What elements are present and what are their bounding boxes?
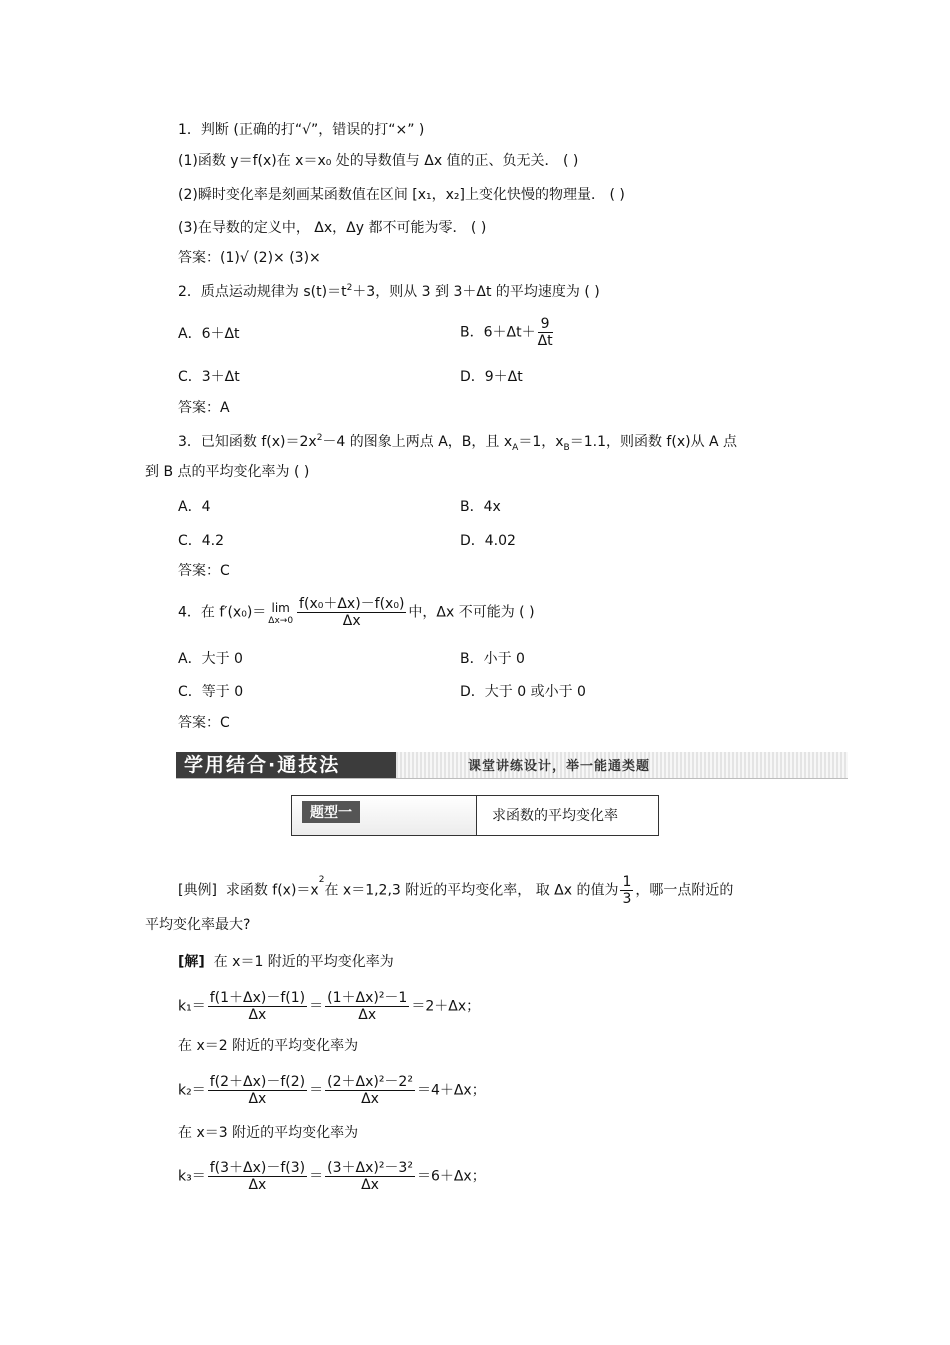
q2-option-d: D．9＋Δt — [460, 369, 523, 385]
q3-option-a: A．4 — [178, 499, 211, 515]
q1-item-3: (3)在导数的定义中， Δx，Δy 都不可能为零． ( ) — [178, 220, 487, 236]
question-type-tag: 题型一 — [292, 796, 477, 835]
q1-stem: 1．判断 (正确的打“√”，错误的打“×” ) — [178, 122, 425, 138]
q1-answer: 答案：(1)√ (2)× (3)× — [178, 250, 321, 266]
q3-answer: 答案：C — [178, 563, 230, 579]
q2-option-b-fraction: $\frac{9}{\Delta t}$ — [537, 316, 553, 349]
solution-intro-3: 在 x＝3 附近的平均变化率为 — [178, 1125, 359, 1141]
q2-option-a: A．6＋Δt — [178, 326, 240, 342]
q4-option-a: A．大于 0 — [178, 651, 243, 667]
solution-k1: k₁＝ $\frac{f(1+\Delta x)-f(1)}{\Delta x}$ ＝ $\frac{\text{(1＋Δx)²－1}}{\Delta x}$ ＝2＋Δx； — [178, 990, 481, 1023]
q4-option-d: D．大于 0 或小于 0 — [460, 684, 586, 700]
q2-option-c: C．3＋Δt — [178, 369, 240, 385]
solution-k3: k₃＝ $\frac{f(3+\Delta x)-f(3)}{\Delta x}$ ＝ $\frac{\text{(3＋Δx)²－3²}}{\Delta x}$ ＝6＋Δx； — [178, 1160, 486, 1193]
question-type-title: 求函数的平均变化率 — [492, 808, 618, 824]
example-fraction: $\frac{1}{3}$ — [622, 874, 632, 907]
q4-limit: lim Δx→0 — [268, 600, 294, 626]
section-banner — [176, 752, 848, 779]
q4-fraction: $\frac{\text{f(x₀＋Δx)－f(x₀)}}{\Delta x}$ — [299, 596, 405, 629]
q3-option-b: B．4x — [460, 499, 501, 515]
question-type-box — [291, 795, 659, 836]
q3-stem-line2: 到 B 点的平均变化率为 ( ) — [145, 464, 310, 480]
q3-stem: 3．已知函数 $f(x)=2x^2-4$ 的图象上两点 A，B，且 $x_A=1$，$x_B=1.1$，则函数 f(x)从 A 点 — [178, 433, 738, 453]
solution-intro-1: [解] 在 x＝1 附近的平均变化率为 — [178, 954, 394, 970]
q2-answer: 答案：A — [178, 400, 230, 416]
q1-item-1: (1)函数 y＝f(x)在 x＝x₀ 处的导数值与 Δx 值的正、负无关． ( ) — [178, 153, 579, 169]
solution-k2: k₂＝ $\frac{f(2+\Delta x)-f(2)}{\Delta x}$ ＝ $\frac{\text{(2＋Δx)²－2²}}{\Delta x}$ ＝4＋Δx； — [178, 1074, 486, 1107]
q3-option-d: D．4.02 — [460, 533, 516, 549]
q1-item-2: (2)瞬时变化率是刻画某函数值在区间 [x₁，x₂]上变化快慢的物理量． ( ) — [178, 187, 625, 203]
q2-stem: 2．质点运动规律为 $s(t)=t^2+3$，则从 3 到 3＋Δt 的平均速度为 ( ) — [178, 283, 600, 300]
q4-stem: 4．在 f′(x₀)＝ lim Δx→0 $\frac{\text{f(x₀＋Δx)－f(x₀)}}{\Delta x}$ 中，Δx 不可能为 ( ) — [178, 596, 535, 629]
example-text-line2: 平均变化率最大? — [145, 917, 251, 933]
q2-option-b: B．6＋Δt＋ $\frac{9}{\Delta t}$ — [460, 316, 553, 349]
q4-option-b: B．小于 0 — [460, 651, 525, 667]
section-banner-subtitle: 课堂讲练设计，举一能通类题 — [468, 759, 651, 774]
solution-intro-2: 在 x＝2 附近的平均变化率为 — [178, 1038, 359, 1054]
example-text: [典例] 求函数 $f(x)=x^2$在 x＝1,2,3 附近的平均变化率， 取 Δx 的值为 $\frac{1}{3}$ ，哪一点附近的 — [178, 874, 734, 907]
q4-option-c: C．等于 0 — [178, 684, 244, 700]
q4-answer: 答案：C — [178, 715, 230, 731]
section-banner-title: 学用结合·通技法 — [176, 752, 396, 778]
q3-option-c: C．4.2 — [178, 533, 225, 549]
